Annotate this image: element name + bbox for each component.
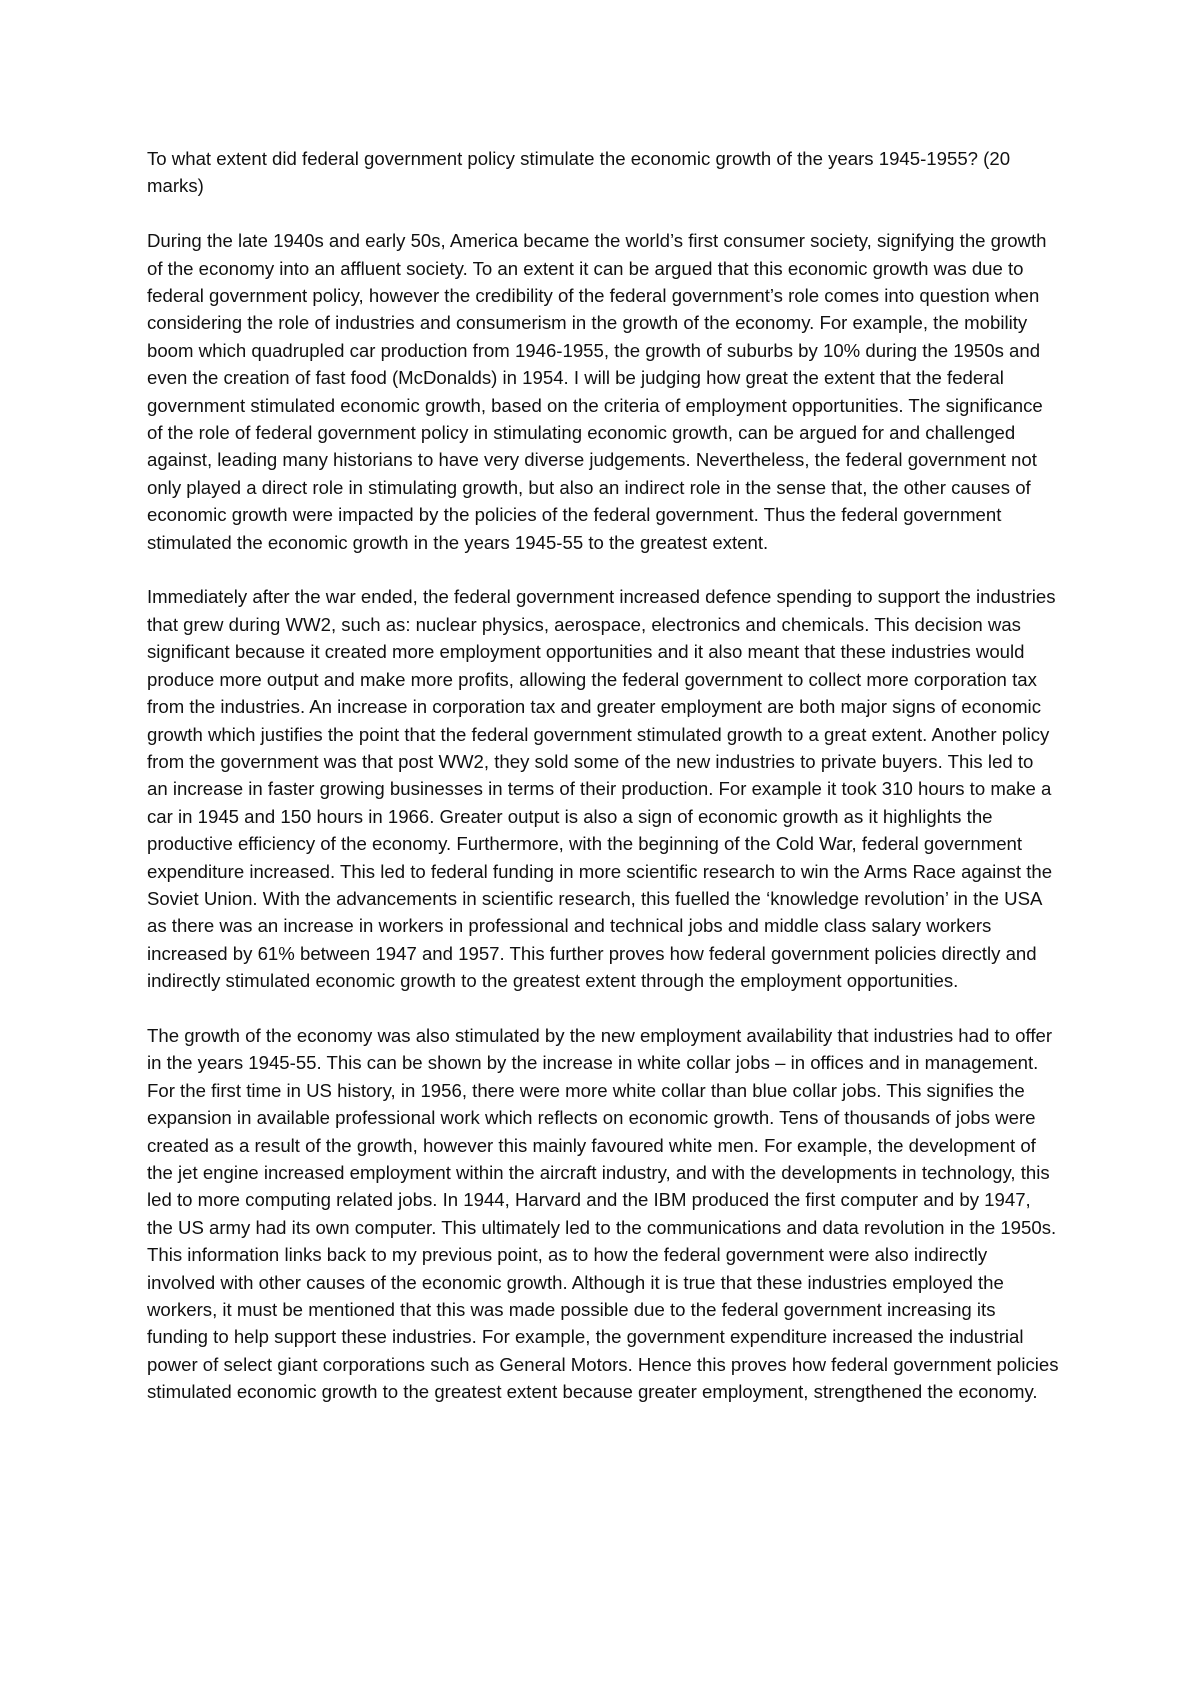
paragraph-employment: The growth of the economy was also stimulated by the new employment availability that industries had to offer in the years 1945-55. This can be shown by the increase in white collar jobs – in offices and in management. For the first time in US history, in 1956, there were more white collar than blue collar jobs. This signifies the expansion in available professional work which reflects on economic growth. Tens of thousands of jobs were created as a result of the growth, however this mainly favoured white men. For example, the development of the jet engine increased employment within the aircraft industry, and with the developments in technology, this led to more computing related jobs. In 1944, Harvard and the IBM produced the first computer and by 1947, the US army had its own computer. This ultimately led to the communications and data revolution in the 1950s. This information links back to my previous point, as to how the federal government were also indirectly involved with other causes of the economic growth. Although it is true that these industries employed the workers, it must be mentioned that this was made possible due to the federal government increasing its funding to help support these industries. For example, the government expenditure increased the industrial power of select giant corporations such as General Motors. Hence this proves how federal government policies stimulated economic growth to the greatest extent because greater employment, strengthened the economy. bbox=[147, 1024, 1059, 1403]
document-body bbox=[147, 145, 1059, 1406]
paragraph-introduction: During the late 1940s and early 50s, America became the world’s first consumer society, signifying the growth of the economy into an affluent society. To an extent it can be argued that this economic growth was due to federal government policy, however the credibility of the federal government’s role comes into question when considering the role of industries and consumerism in the growth of the economy. For example, the mobility boom which quadrupled car production from 1946-1955, the growth of suburbs by 10% during the 1950s and even the creation of fast food (McDonalds) in 1954. I will be judging how great the extent that the federal government stimulated economic growth, based on the criteria of employment opportunities. The significance of the role of federal government policy in stimulating economic growth, can be argued for and challenged against, leading many historians to have very diverse judgements. Nevertheless, the federal government not only played a direct role in stimulating growth, but also an indirect role in the sense that, the other causes of economic growth were impacted by the policies of the federal government. Thus the federal government stimulated the economic growth in the years 1945-55 to the greatest extent. bbox=[147, 230, 1047, 553]
essay-question: To what extent did federal government policy stimulate the economic growth of the years 1945-1955? (20 marks) bbox=[147, 148, 1011, 197]
paragraph-defence-spending: Immediately after the war ended, the federal government increased defence spending to support the industries that grew during WW2, such as: nuclear physics, aerospace, electronics and chemicals. This decision was significant because it created more employment opportunities and it also meant that these industries would produce more output and make more profits, allowing the federal government to collect more corporation tax from the industries. An increase in corporation tax and greater employment are both major signs of economic growth which justifies the point that the federal government stimulated growth to a great extent. Another policy from the government was that post WW2, they sold some of the new industries to private buyers. This led to an increase in faster growing businesses in terms of their production. For example it took 310 hours to make a car in 1945 and 150 hours in 1966. Greater output is also a sign of economic growth as it highlights the productive efficiency of the economy. Furthermore, with the beginning of the Cold War, federal government expenditure increased. This led to federal funding in more scientific research to win the Arms Race against the Soviet Union. With the advancements in scientific research, this fuelled the ‘knowledge revolution’ in the USA as there was an increase in workers in professional and technical jobs and middle class salary workers increased by 61% between 1947 and 1957. This further proves how federal government policies directly and indirectly stimulated economic growth to the greatest extent through the employment opportunities. bbox=[147, 586, 1056, 992]
